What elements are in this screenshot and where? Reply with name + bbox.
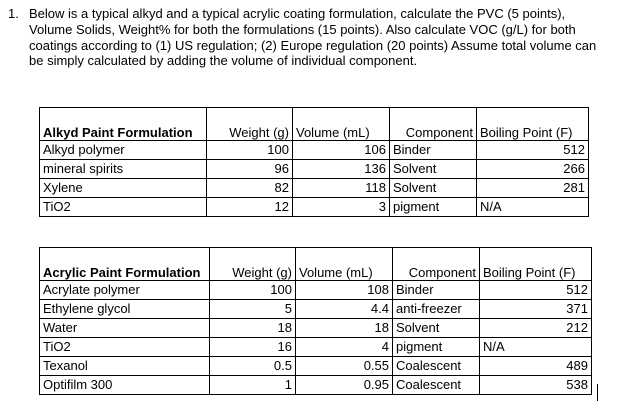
acrylic-header-volume: Volume (mL): [296, 248, 393, 281]
weight-value: 96: [207, 160, 293, 179]
acrylic-header-row: [40, 248, 592, 281]
ingredient-name: Water: [40, 319, 210, 338]
table-row: [40, 281, 592, 300]
ingredient-name: Xylene: [40, 179, 207, 198]
component-value: Solvent: [390, 160, 477, 179]
alkyd-header-boiling: Boiling Point (F): [477, 108, 589, 141]
volume-value: 108: [296, 281, 393, 300]
acrylic-formulation-table: [39, 247, 592, 395]
component-value: pigment: [393, 338, 480, 357]
boiling-value: 266: [477, 160, 589, 179]
component-value: anti-freezer: [393, 300, 480, 319]
ingredient-name: TiO2: [40, 198, 207, 217]
volume-value: 118: [293, 179, 390, 198]
ingredient-name: Optifilm 300: [40, 376, 210, 395]
table-row: [40, 338, 592, 357]
ingredient-name: mineral spirits: [40, 160, 207, 179]
component-value: Coalescent: [393, 376, 480, 395]
alkyd-header-volume: Volume (mL): [293, 108, 390, 141]
ingredient-name: TiO2: [40, 338, 210, 357]
ingredient-name: Acrylate polymer: [40, 281, 210, 300]
component-value: pigment: [390, 198, 477, 217]
component-value: Solvent: [393, 319, 480, 338]
table-row: [40, 376, 592, 395]
boiling-value: N/A: [477, 198, 589, 217]
table-row: [40, 141, 589, 160]
boiling-value: N/A: [480, 338, 592, 357]
volume-value: 136: [293, 160, 390, 179]
volume-value: 3: [293, 198, 390, 217]
acrylic-header-component: Component: [393, 248, 480, 281]
weight-value: 5: [210, 300, 296, 319]
boiling-value: 212: [480, 319, 592, 338]
boiling-value: 538: [480, 376, 592, 395]
weight-value: 16: [210, 338, 296, 357]
weight-value: 100: [207, 141, 293, 160]
volume-value: 0.55: [296, 357, 393, 376]
table-row: [40, 160, 589, 179]
component-value: Solvent: [390, 179, 477, 198]
alkyd-formulation-table: [39, 107, 589, 217]
acrylic-header-weight: Weight (g): [210, 248, 296, 281]
question-number: 1.: [8, 6, 19, 21]
weight-value: 1: [210, 376, 296, 395]
table-row: [40, 300, 592, 319]
component-value: Binder: [393, 281, 480, 300]
boiling-value: 371: [480, 300, 592, 319]
table-row: [40, 319, 592, 338]
acrylic-header-boiling: Boiling Point (F): [480, 248, 592, 281]
volume-value: 106: [293, 141, 390, 160]
weight-value: 18: [210, 319, 296, 338]
ingredient-name: Texanol: [40, 357, 210, 376]
question-text: Below is a typical alkyd and a typical acrylic coating formulation, calculate the PVC (5 points), Volume Solids, Weight% for both the formulations (15 points). Also calculate VOC (g/L) for both coatings according to (1) US regulation; (2) Europe regulation (20 points) Assume total volume can be simply calculated by adding the volume of individual component.: [29, 6, 597, 69]
component-value: Coalescent: [393, 357, 480, 376]
boiling-value: 281: [477, 179, 589, 198]
alkyd-header-component: Component: [390, 108, 477, 141]
boiling-value: 512: [477, 141, 589, 160]
volume-value: 0.95: [296, 376, 393, 395]
table-row: [40, 357, 592, 376]
weight-value: 82: [207, 179, 293, 198]
table-row: [40, 198, 589, 217]
alkyd-header-formulation: Alkyd Paint Formulation: [40, 108, 207, 141]
acrylic-header-formulation: Acrylic Paint Formulation: [40, 248, 210, 281]
boiling-value: 512: [480, 281, 592, 300]
alkyd-header-weight: Weight (g): [207, 108, 293, 141]
weight-value: 0.5: [210, 357, 296, 376]
volume-value: 18: [296, 319, 393, 338]
ingredient-name: Alkyd polymer: [40, 141, 207, 160]
alkyd-header-row: [40, 108, 589, 141]
volume-value: 4.4: [296, 300, 393, 319]
ingredient-name: Ethylene glycol: [40, 300, 210, 319]
component-value: Binder: [390, 141, 477, 160]
weight-value: 12: [207, 198, 293, 217]
boiling-value: 489: [480, 357, 592, 376]
weight-value: 100: [210, 281, 296, 300]
table-row: [40, 179, 589, 198]
text-cursor: [597, 384, 598, 401]
volume-value: 4: [296, 338, 393, 357]
